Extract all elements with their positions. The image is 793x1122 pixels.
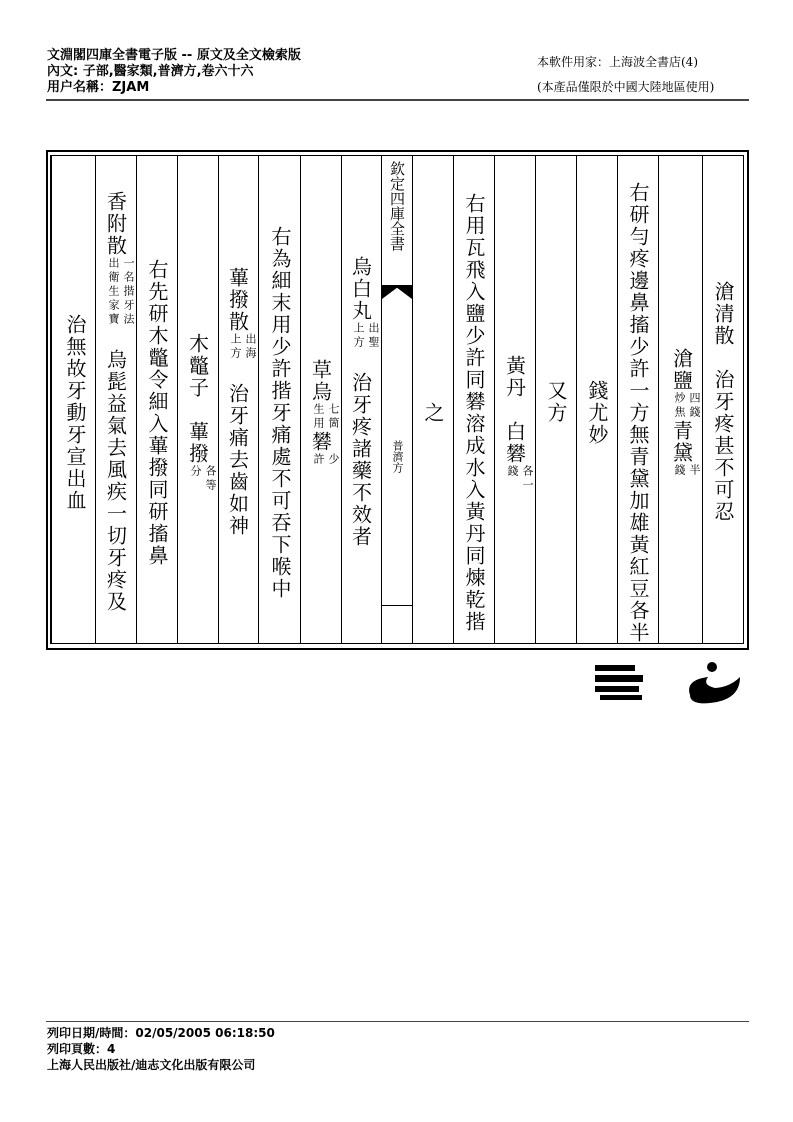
column-text: [618, 159, 658, 644]
main-text: 青黛: [669, 419, 694, 464]
fish-tail-mark: [382, 285, 412, 299]
column-text: [454, 163, 494, 640]
text-column: [51, 155, 95, 644]
header-rule: [46, 99, 749, 101]
column-text: [659, 163, 702, 640]
main-text: 黃丹 白礬: [502, 310, 527, 465]
center-column: [381, 155, 412, 644]
main-text: 滄鹽: [669, 325, 694, 392]
main-text: 烏髭益氣去風疾一切牙疼及: [103, 326, 128, 613]
annotation-note: 出海上方: [229, 332, 257, 361]
main-text: 之: [421, 379, 445, 424]
text-column: [535, 155, 576, 644]
header-title: 文淵閣四庫全書電子版 -- 原文及全文檢索版: [47, 48, 301, 63]
column-text: [495, 163, 535, 640]
text-column: [412, 155, 453, 644]
column-text: [536, 163, 576, 640]
annotation-note: 一名揩牙法出衛生家寶: [107, 256, 135, 327]
column-text: [301, 163, 341, 640]
text-column: [136, 155, 177, 644]
center-divider: [382, 605, 412, 606]
header-user: 用户名稱：ZJAM: [47, 80, 150, 95]
main-text: 香附散: [103, 190, 128, 257]
column-text: [219, 163, 258, 640]
text-column: [300, 155, 341, 644]
main-text: 錢尤妙: [585, 357, 609, 446]
main-text: 滄清散 治牙疼甚不可忍: [711, 280, 735, 523]
publisher-seal-logo: [590, 655, 750, 710]
main-text: 烏白丸: [348, 255, 373, 322]
print-date: 列印日期/時間：02/05/2005 06:18:50: [47, 1026, 275, 1040]
main-text: 右研勻疼邊鼻搐少許一方無青黛加雄黃紅豆各半: [626, 159, 650, 644]
header-notice: (本產品僅限於中國大陸地區使用): [537, 80, 715, 94]
text-column: [494, 155, 535, 644]
main-text: 草烏: [308, 336, 333, 403]
text-column: [177, 155, 218, 644]
footer-rule: [46, 1021, 749, 1022]
text-column: [453, 155, 494, 644]
column-text: [703, 163, 743, 640]
print-pages: 列印頁數：4: [47, 1042, 116, 1056]
main-text: 治牙痛去齒如神: [225, 360, 250, 537]
text-column: [218, 155, 258, 644]
column-text: [259, 163, 300, 640]
text-column: [702, 155, 743, 644]
header-content-path: 內文: 子部,醫家類,普濟方,卷六十六: [47, 64, 254, 79]
column-text: [137, 163, 177, 640]
text-column: [95, 155, 136, 644]
annotation-note: 出聖上方: [352, 321, 380, 350]
main-text: 右用瓦飛入鹽少許同礬溶成水入黃丹同煉乾揩: [462, 170, 486, 633]
text-column: [617, 155, 658, 644]
annotation-note: 四錢炒焦: [673, 391, 701, 420]
header-licensee: 本軟件用家：上海波全書店(4): [537, 55, 698, 69]
annotation-note: 半錢: [673, 463, 701, 478]
text-column: [576, 155, 617, 644]
main-text: 右先研木鼈令細入蓽撥同研搐鼻: [145, 236, 169, 567]
main-text: 礬: [308, 430, 333, 453]
annotation-note: 各一錢: [506, 464, 534, 493]
book-title: 欽定四庫全書: [388, 161, 406, 251]
annotation-note: 各等分: [189, 464, 217, 493]
text-column: [658, 155, 702, 644]
main-text: 治無故牙動牙宣出血: [63, 291, 87, 512]
text-column: [258, 155, 300, 644]
text-column: [341, 155, 381, 644]
column-text: [577, 163, 617, 640]
column-text: [96, 163, 136, 640]
annotation-note: 七箇生用: [312, 402, 340, 431]
main-text: 右為細末用少許揩牙痛處不可吞下喉中: [268, 203, 292, 600]
main-text: 又方: [544, 379, 568, 424]
column-text: [413, 163, 453, 640]
column-text: [52, 163, 95, 640]
section-title: 普濟方: [391, 440, 404, 473]
column-text: [178, 163, 218, 640]
main-text: 木鼈子 蓽撥: [185, 310, 210, 465]
annotation-note: 少許: [312, 452, 340, 467]
main-text: 治牙疼諸藥不效者: [348, 349, 373, 548]
column-text: [342, 163, 381, 640]
main-text: 蓽撥散: [225, 266, 250, 333]
publisher: 上海人民出版社/迪志文化出版有限公司: [47, 1058, 256, 1072]
